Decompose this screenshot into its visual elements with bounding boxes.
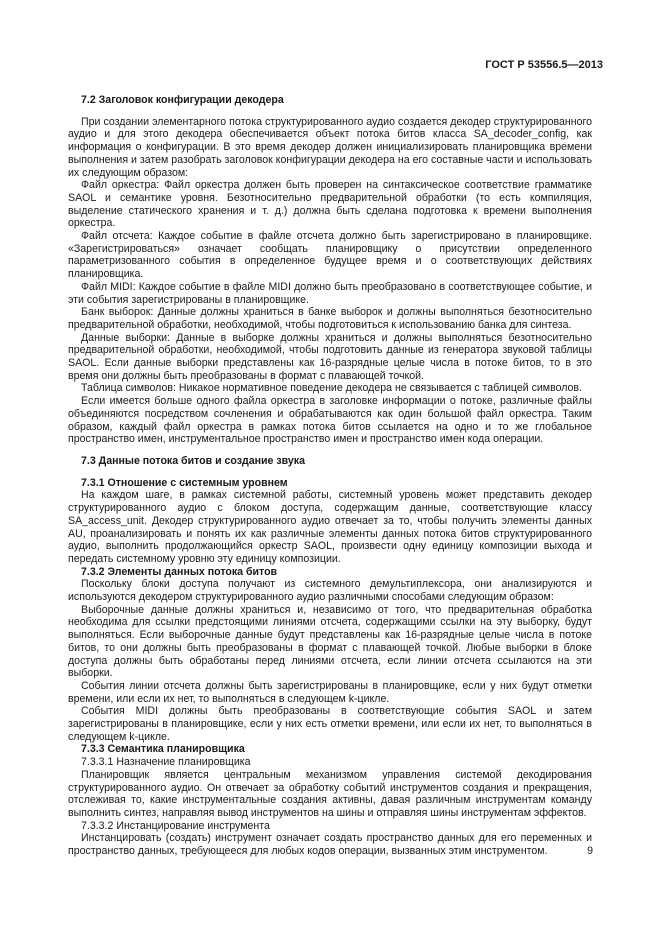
section-7-3-1-heading: 7.3.1 Отношение с системным уровнем — [81, 476, 288, 489]
paragraph: Файл MIDI: Каждое событие в файле MIDI должно быть преобразовано в соответствующее событие, и эти события зарегистрированы в планировщике. — [68, 280, 592, 306]
section-7-3-3-1-heading: 7.3.3.1 Назначение планировщика — [81, 756, 251, 769]
paragraph: Инстанцировать (создать) инструмент означает создать пространство данных для его переменных и пространство данных, требующееся для любых кодов операции, вызванных этим инструментом. — [68, 832, 592, 858]
paragraph: Файл оркестра: Файл оркестра должен быть проверен на синтаксическое соответствие грамматике SAOL и семантике уровня. Безотносительно предварительной обработки (то есть компиляция, выделение статического хранения и т. д.) должна быть сделана подготовка к времени выполнения оркестра. — [68, 179, 592, 230]
section-7-2-heading: 7.2 Заголовок конфигурации декодера — [81, 94, 284, 106]
paragraph: События линии отсчета должны быть зарегистрированы в планировщике, если у них будут отметки времени, или если их нет, то выполняться в следующем k-цикле. — [68, 679, 592, 705]
paragraph: Таблица символов: Никакое нормативное поведение декодера не связывается с таблицей символов. — [81, 382, 583, 395]
paragraph: Файл отсчета: Каждое событие в файле отсчета должно быть зарегистрировано в планировщике. «Зарегистрироваться» означает сообщать планировщику о присутствии определенного параметризованного события в определенное будущее время и о соответствующих действиях планировщика. — [68, 230, 592, 281]
section-7-3-heading: 7.3 Данные потока битов и создание звука — [81, 454, 305, 467]
section-7-3-3-2-heading: 7.3.3.2 Инстанцирование инструмента — [81, 819, 270, 832]
paragraph: События MIDI должны быть преобразованы в соответствующие события SAOL и затем зарегистрированы в планировщике, если у них есть отметки времени, или если их нет, то выполняться в следующем k-цикле. — [68, 705, 592, 743]
paragraph: На каждом шаге, в рамках системной работы, системный уровень может представить декодер структурированного аудио с блоком доступа, содержащим данные, соответствующие классу SA_access_unit. Декодер структурированного аудио отвечает за то, чтобы получить элементы данных AU, проанализировать и понять их как различные элементы данных потока битов структурированного аудио, выполнить продолжающийся оркестр SAOL, произвести одну единицу композиции выхода и передать системному уровню эту единицу композиции. — [68, 489, 592, 565]
paragraph: Данные выборки: Данные в выборке должны храниться и должны выполняться безотносительно предварительной обработки, необходимой, чтобы подготовить данные из генератора звуковой таблицы SAOL. Если данные выборки представлены как 16-разрядные целые числа в потоке битов, то в это время они должны быть преобразованы в формат с плавающей точкой. — [68, 331, 592, 382]
standard-header: ГОСТ Р 53556.5—2013 — [485, 59, 603, 71]
paragraph: Выборочные данные должны храниться и, независимо от того, что предварительная обработка необходима для ссылки предстоящими линиями отсчета, содержащими ссылки на эту выборку, будут выполняться. Если выборочные данные будут представлены как 16-разрядные целые числа в потоке битов, то они должны быть преобразованы в формат с плавающей точкой. Любые выборки в блоке доступа должны быть обработаны перед линиями отсчета, если линии отсчета ссылаются на эти выборки. — [68, 603, 592, 680]
section-7-3-3-heading: 7.3.3 Семантика планировщика — [81, 743, 245, 756]
section-7-3-2-heading: 7.3.2 Элементы данных потока битов — [81, 565, 278, 578]
document-body — [68, 92, 592, 858]
paragraph: При создании элементарного потока структурированного аудио создается декодер структурированного аудио и для этого декодера обеспечивается объект потока битов класса SA_decoder_config, как информация о конфигурации. В это время декодер должен инициализировать планировщика времени выполнения и затем разобрать заголовок конфигурации декодера на его составные части и использовать их следующим образом: — [68, 115, 592, 179]
paragraph: Банк выборок: Данные должны храниться в банке выборок и должны выполняться безотносительно предварительной обработки, необходимой, чтобы подготовиться к использованию банка для синтеза. — [68, 306, 592, 331]
paragraph: Если имеется больше одного файла оркестра в заголовке информации о потоке, различные файлы объединяются посредством сочленения и обрабатываются как один большой файл оркестра. Таким образом, каждый файл оркестра в рамках потока битов ссылается на одно и то же глобальное пространство имен, инструментальное пространство имен и пространство имен кода операции. — [68, 395, 592, 446]
paragraph: Поскольку блоки доступа получают из системного демультиплексора, они анализируются и используются декодером структурированного аудио различными способами следующим образом: — [68, 578, 592, 604]
paragraph: Планировщик является центральным механизмом управления системой декодирования структурированного аудио. Он отвечает за обработку событий инструментов создания и прекращения, отслеживая то, какие инструментальные создания активны, давая различным инструментам команду выполнить синтез, направляя вывод инструментов на шины и отправляя шины инструментам эффектов. — [68, 768, 592, 819]
page-number: 9 — [587, 845, 593, 857]
